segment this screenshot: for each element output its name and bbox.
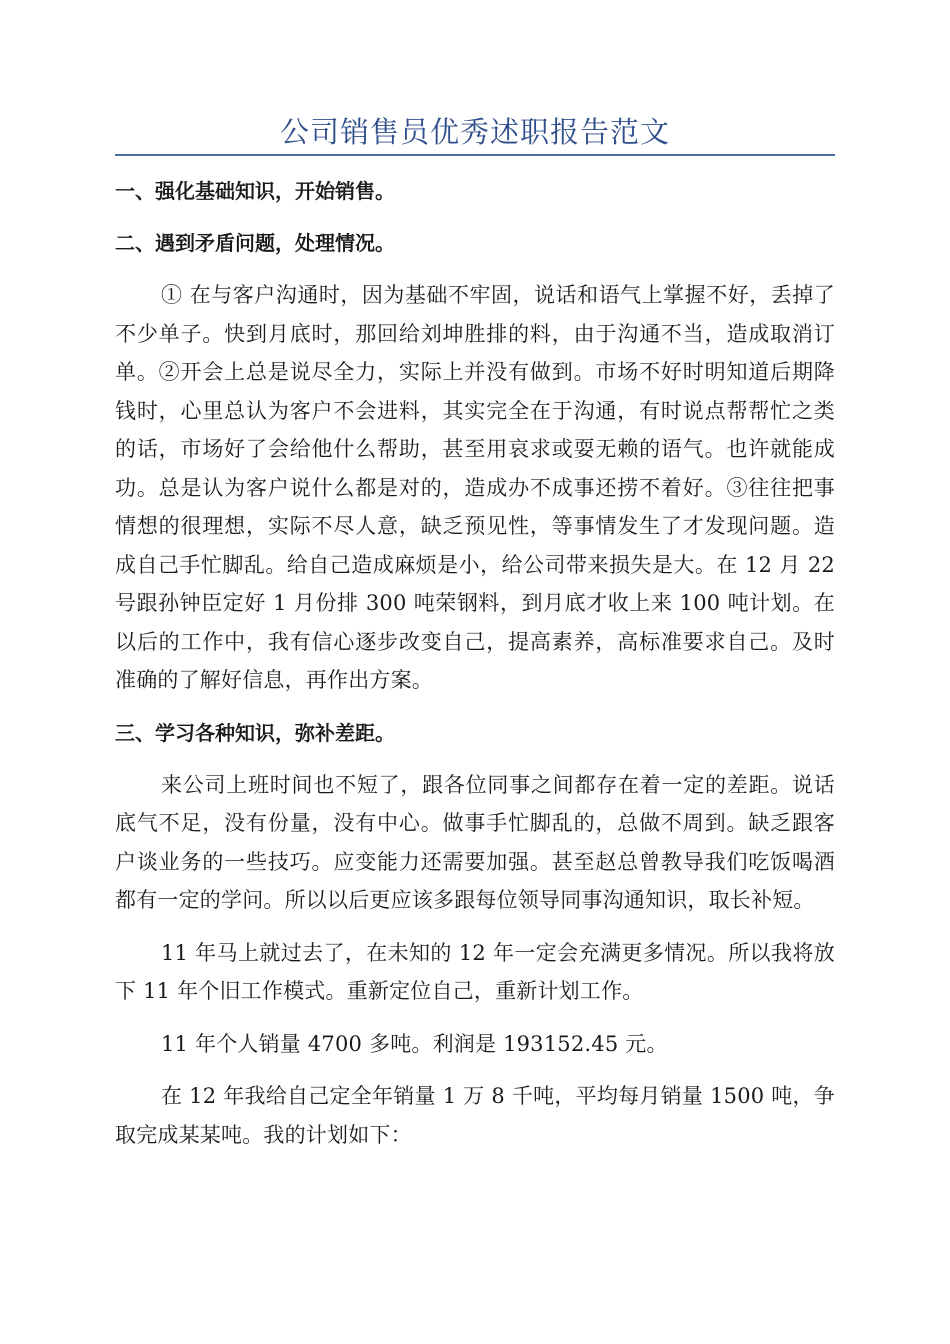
document-body: [115, 172, 835, 1168]
section-heading-3: 三、学习各种知识，弥补差距。: [115, 720, 395, 745]
paragraph-gaps: 来公司上班时间也不短了，跟各位同事之间都存在着一定的差距。说话底气不足，没有份量，没有中心。做事手忙脚乱的，总做不周到。缺乏跟客户谈业务的一些技巧。应变能力还需要加强。甚至赵总曾教导我们吃饭喝酒都有一定的学问。所以以后更应该多跟每位领导同事沟通知识，取长补短。: [115, 772, 835, 912]
paragraph-plan: 在 12 年我给自己定全年销量 1 万 8 千吨，平均每月销量 1500 吨，争取完成某某吨。我的计划如下：: [115, 1084, 835, 1147]
section-heading-2: 二、遇到矛盾问题，处理情况。: [115, 231, 395, 255]
paragraph-new-year: 11 年马上就过去了，在未知的 12 年一定会充满更多情况。所以我将放下 11 年个旧工作模式。重新定位自己，重新计划工作。: [115, 940, 835, 1003]
page-title: 公司销售员优秀述职报告范文: [279, 115, 670, 149]
title-underline: [115, 154, 835, 156]
paragraph-sales-figures: 11 年个人销量 4700 多吨。利润是 193152.45 元。: [161, 1031, 668, 1056]
paragraph-problems: ① 在与客户沟通时，因为基础不牢固，说话和语气上掌握不好，丢掉了不少单子。快到月底时，那回给刘坤胜排的料，由于沟通不当，造成取消订单。②开会上总是说尽全力，实际上并没有做到。市场不好时明知道后期降钱时，心里总认为客户不会进料，其实完全在于沟通，有时说点帮帮忙之类的话，市场好了会给他什么帮助，甚至用哀求或耍无赖的语气。也许就能成功。总是认为客户说什么都是对的，造成办不成事还捞不着好。③往往把事情想的很理想，实际不尽人意，缺乏预见性，等事情发生了才发现问题。造成自己手忙脚乱。给自己造成麻烦是小，给公司带来损失是大。在 12 月 22 号跟孙钟臣定好 1 月份排 300 吨荣钢料，到月底才收上来 100 吨计划。在以后的工作中，我有信心逐步改变自己，提高素养，高标准要求自己。及时准确的了解好信息，再作出方案。: [115, 283, 835, 692]
section-heading-1: 一、强化基础知识，开始销售。: [115, 179, 395, 203]
